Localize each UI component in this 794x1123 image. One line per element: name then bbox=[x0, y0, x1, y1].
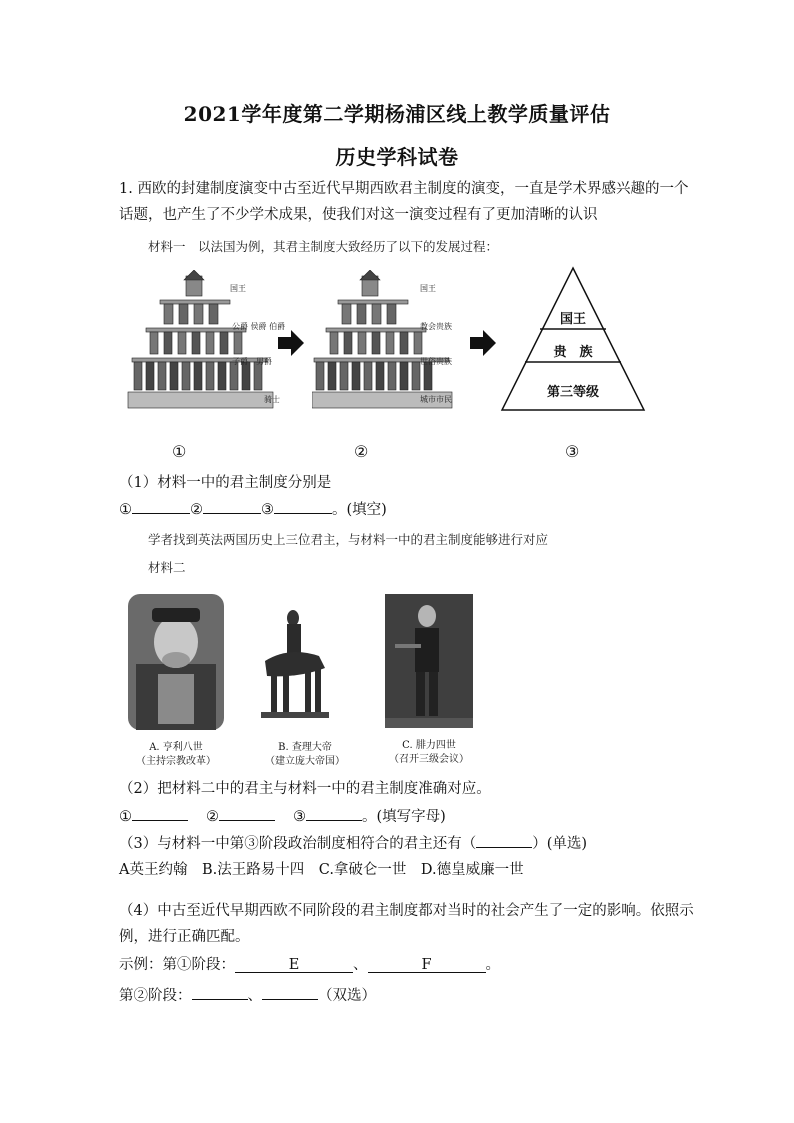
portrait-a-note: （主持宗教改革） bbox=[136, 756, 216, 767]
portrait-b-name: B. 查理大帝 bbox=[278, 742, 332, 753]
figure-number-1: ① bbox=[172, 442, 187, 461]
portrait-b-note: （建立庞大帝国） bbox=[265, 756, 345, 767]
sub4-line2: 例，进行正确匹配。 bbox=[119, 929, 250, 945]
sub1-marker-3: ③ bbox=[261, 502, 274, 518]
sub1-marker-2: ② bbox=[190, 502, 203, 518]
sub2-marker-3: ③ bbox=[293, 809, 306, 825]
sub4-example-prefix: 示例：第①阶段： bbox=[119, 957, 235, 973]
pyramid2-label-clergy: 教会贵族 bbox=[420, 322, 452, 331]
q1-intro-line2: 话题，也产生了不少学术成果，使我们对这一演变过程有了更加清晰的认识 bbox=[119, 207, 598, 223]
pyramid1-label-knights: 骑士 bbox=[264, 395, 280, 404]
portrait-philip-iv bbox=[385, 594, 473, 728]
sub4-example-answer-1: E bbox=[235, 958, 353, 973]
sub2-marker-2: ② bbox=[206, 809, 219, 825]
arrow-right-icon bbox=[278, 330, 304, 356]
figure-monarchy-evolution bbox=[124, 270, 664, 461]
sub2-blank-3[interactable] bbox=[306, 806, 362, 821]
sub4-stage2-blank-1[interactable] bbox=[192, 985, 248, 1000]
pyramid3-tier-king: 国王 bbox=[559, 312, 586, 327]
sub1-blank-2[interactable] bbox=[203, 499, 261, 514]
figure-number-2: ② bbox=[354, 442, 369, 461]
sub2-marker-1: ① bbox=[119, 809, 132, 825]
sub1-blank-1[interactable] bbox=[132, 499, 190, 514]
feudal-pyramid-illustration bbox=[124, 270, 284, 415]
pyramid1-label-viscounts: 子爵 男爵 bbox=[232, 357, 272, 366]
sub4-stage2-prefix: 第②阶段： bbox=[119, 988, 192, 1004]
sub2-blank-2[interactable] bbox=[219, 806, 275, 821]
scholar-note: 学者找到英法两国历史上三位君主，与材料一中的君主制度能够进行对应 bbox=[148, 532, 549, 547]
sub4-line1: （4）中古至近代早期西欧不同阶段的君主制度都对当时的社会产生了一定的影响。依照示 bbox=[119, 903, 694, 919]
pyramid2-label-burghers: 城市市民 bbox=[420, 395, 452, 404]
sub4-stage2-suffix: （双选） bbox=[318, 988, 376, 1004]
sub4-stage2-sep: 、 bbox=[247, 988, 262, 1004]
sub2-blank-1[interactable] bbox=[132, 806, 188, 821]
pyramid3-tier-nobility: 贵 族 bbox=[553, 345, 593, 360]
sub4-example-row bbox=[119, 955, 500, 975]
sub4-example-end: 。 bbox=[485, 957, 500, 973]
pyramid1-label-king: 国王 bbox=[230, 284, 246, 293]
material2-label: 材料二 bbox=[148, 560, 186, 575]
sub4-stage2-row bbox=[119, 985, 376, 1006]
sub2-prompt: （2）把材料二中的君主与材料一中的君主制度准确对应。 bbox=[119, 781, 491, 797]
sub4-stage2-blank-2[interactable] bbox=[262, 985, 318, 1000]
sub1-prompt: （1）材料一中的君主制度分别是 bbox=[119, 475, 332, 491]
sub4-example-sep: 、 bbox=[353, 957, 368, 973]
figure-number-3: ③ bbox=[565, 442, 580, 461]
sub3-prompt-suffix: ）(单选) bbox=[532, 836, 588, 852]
exam-title: 2021学年度第二学期杨浦区线上教学质量评估 bbox=[183, 102, 611, 126]
sub1-marker-1: ① bbox=[119, 502, 132, 518]
subject-title: 历史学科试卷 bbox=[335, 145, 459, 169]
portrait-c-note: （召开三级会议） bbox=[389, 754, 469, 765]
sub3-blank[interactable] bbox=[476, 833, 532, 848]
q1-intro-line1: 1. 西欧的封建制度演变中古至近代早期西欧君主制度的演变，一直是学术界感兴趣的一个 bbox=[119, 181, 689, 197]
portrait-c-name: C. 腓力四世 bbox=[402, 740, 456, 751]
sub4-example-answer-2: F bbox=[368, 958, 486, 973]
sub2-answer-row bbox=[119, 806, 446, 827]
sub1-answer-row bbox=[119, 499, 387, 520]
sub3-options: A英王约翰 B.法王路易十四 C.拿破仑一世 D.德皇威廉一世 bbox=[119, 862, 524, 878]
material1-label: 材料一 以法国为例，其君主制度大致经历了以下的发展过程： bbox=[148, 239, 499, 254]
sub3-prompt-row bbox=[119, 833, 587, 854]
sub2-suffix: 。(填写字母) bbox=[362, 809, 446, 825]
sub1-blank-3[interactable] bbox=[274, 499, 332, 514]
portrait-a-name: A. 亨利八世 bbox=[149, 742, 203, 753]
statue-charlemagne bbox=[259, 606, 331, 724]
arrow-right-icon bbox=[470, 330, 496, 356]
pyramid2-label-king: 国王 bbox=[420, 284, 436, 293]
sub1-suffix: 。(填空) bbox=[332, 502, 387, 518]
sub3-prompt-prefix: （3）与材料一中第③阶段政治制度相符合的君主还有（ bbox=[119, 836, 477, 852]
pyramid3-tier-third-estate: 第三等级 bbox=[546, 385, 599, 400]
portrait-henry-viii bbox=[128, 594, 224, 730]
pyramid2-label-nobles: 世俗贵族 bbox=[420, 357, 452, 366]
pyramid1-label-dukes: 公爵 侯爵 伯爵 bbox=[232, 322, 286, 331]
